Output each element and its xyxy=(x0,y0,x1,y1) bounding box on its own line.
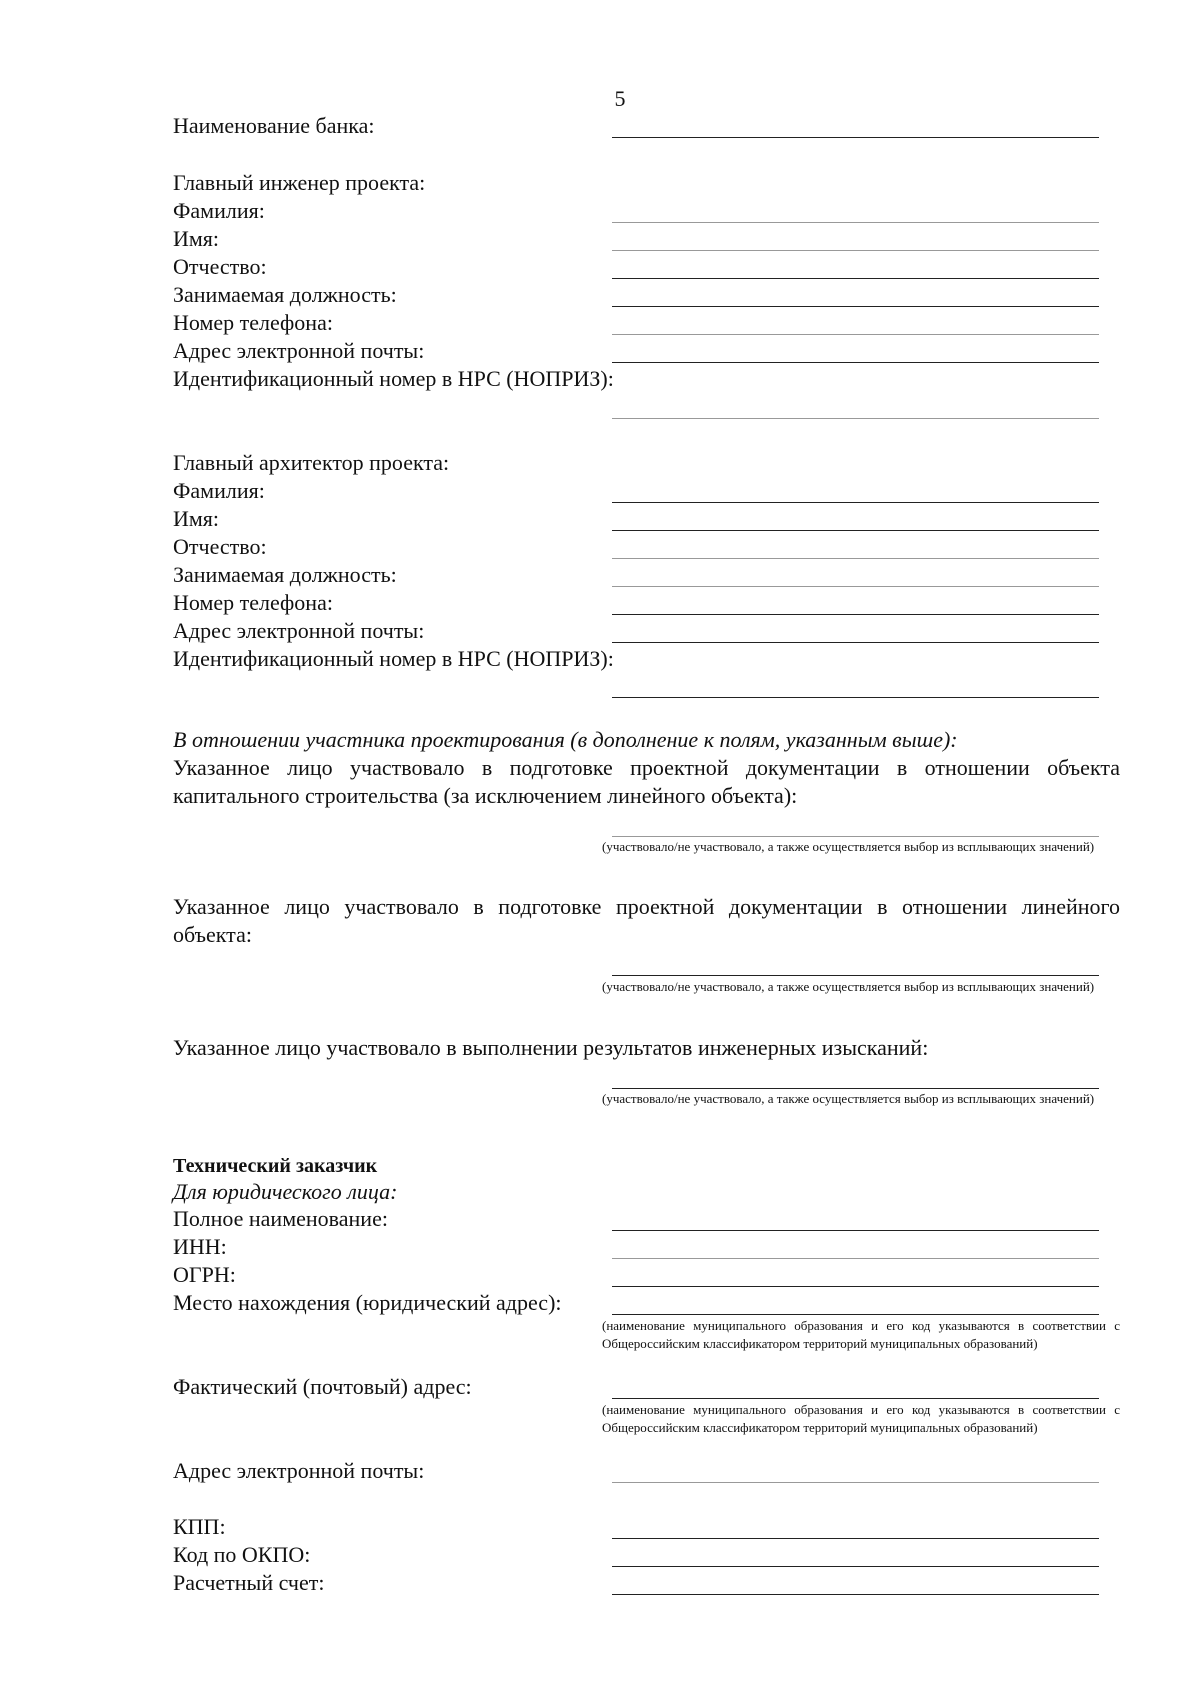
chief-architect-heading: Главный архитектор проекта: xyxy=(173,450,450,475)
architect-email-field[interactable] xyxy=(612,642,1099,643)
engineer-first-name-label: Имя: xyxy=(173,226,220,251)
actual-address-hint: (наименование муниципального образования и его код указываются в соответствии с Общероссийским классификатором территорий муниципальных образований) xyxy=(602,1402,1120,1435)
okpo-field[interactable] xyxy=(612,1566,1099,1567)
kpp-label: КПП: xyxy=(173,1514,226,1539)
architect-last-name-field[interactable] xyxy=(612,502,1099,503)
engineer-last-name-label: Фамилия: xyxy=(173,198,265,223)
tech-customer-subheading: Для юридического лица: xyxy=(173,1179,398,1204)
engineer-patronymic-label: Отчество: xyxy=(173,254,267,279)
okpo-label: Код по ОКПО: xyxy=(173,1542,311,1567)
kpp-field[interactable] xyxy=(612,1538,1099,1539)
participant-q2-text: Указанное лицо участвовало в подготовке проектной документации в отношении линейного объекта: xyxy=(173,894,1120,947)
engineer-position-label: Занимаемая должность: xyxy=(173,282,397,307)
engineer-first-name-field[interactable] xyxy=(612,250,1099,251)
participant-q3-text: Указанное лицо участвовало в выполнении результатов инженерных изысканий: xyxy=(173,1035,929,1060)
architect-nrs-id-field[interactable] xyxy=(612,697,1099,698)
engineer-email-label: Адрес электронной почты: xyxy=(173,338,425,363)
participant-q3-hint: (участвовало/не участвовало, а также осуществляется выбор из всплывающих значений) xyxy=(602,1091,1095,1106)
participant-q1-field[interactable] xyxy=(612,836,1099,837)
participant-q1-hint: (участвовало/не участвовало, а также осуществляется выбор из всплывающих значений) xyxy=(602,839,1095,854)
architect-phone-label: Номер телефона: xyxy=(173,590,333,615)
architect-position-field[interactable] xyxy=(612,586,1099,587)
participant-q1-text: Указанное лицо участвовало в подготовке проектной документации в отношении объекта капитального строительства (за исключением линейного объекта): xyxy=(173,755,1120,808)
participant-intro: В отношении участника проектирования (в дополнение к полям, указанным выше): xyxy=(173,727,958,752)
actual-address-field[interactable] xyxy=(612,1398,1099,1399)
architect-last-name-label: Фамилия: xyxy=(173,478,265,503)
legal-address-field[interactable] xyxy=(612,1314,1099,1315)
full-name-field[interactable] xyxy=(612,1230,1099,1231)
customer-email-label: Адрес электронной почты: xyxy=(173,1458,425,1483)
account-label: Расчетный счет: xyxy=(173,1570,325,1595)
page-number: 5 xyxy=(614,86,626,111)
architect-nrs-id-label: Идентификационный номер в НРС (НОПРИЗ): xyxy=(173,646,614,671)
legal-address-label: Место нахождения (юридический адрес): xyxy=(173,1290,562,1315)
ogrn-label: ОГРН: xyxy=(173,1262,236,1287)
ogrn-field[interactable] xyxy=(612,1286,1099,1287)
architect-email-label: Адрес электронной почты: xyxy=(173,618,425,643)
engineer-nrs-id-label: Идентификационный номер в НРС (НОПРИЗ): xyxy=(173,366,614,391)
inn-label: ИНН: xyxy=(173,1234,227,1259)
engineer-position-field[interactable] xyxy=(612,306,1099,307)
actual-address-label: Фактический (почтовый) адрес: xyxy=(173,1374,472,1399)
participant-q2-hint: (участвовало/не участвовало, а также осуществляется выбор из всплывающих значений) xyxy=(602,979,1095,994)
architect-position-label: Занимаемая должность: xyxy=(173,562,397,587)
chief-engineer-heading: Главный инженер проекта: xyxy=(173,170,426,195)
engineer-phone-label: Номер телефона: xyxy=(173,310,333,335)
engineer-phone-field[interactable] xyxy=(612,334,1099,335)
full-name-label: Полное наименование: xyxy=(173,1206,388,1231)
tech-customer-heading: Технический заказчик xyxy=(173,1155,378,1177)
architect-patronymic-field[interactable] xyxy=(612,558,1099,559)
engineer-last-name-field[interactable] xyxy=(612,222,1099,223)
bank-name-field[interactable] xyxy=(612,137,1099,138)
customer-email-field[interactable] xyxy=(612,1482,1099,1483)
bank-name-label: Наименование банка: xyxy=(173,113,375,138)
architect-phone-field[interactable] xyxy=(612,614,1099,615)
architect-first-name-label: Имя: xyxy=(173,506,220,531)
engineer-patronymic-field[interactable] xyxy=(612,278,1099,279)
participant-q2-field[interactable] xyxy=(612,975,1099,976)
inn-field[interactable] xyxy=(612,1258,1099,1259)
participant-q3-field[interactable] xyxy=(612,1088,1099,1089)
engineer-email-field[interactable] xyxy=(612,362,1099,363)
architect-first-name-field[interactable] xyxy=(612,530,1099,531)
account-field[interactable] xyxy=(612,1594,1099,1595)
engineer-nrs-id-field[interactable] xyxy=(612,418,1099,419)
architect-patronymic-label: Отчество: xyxy=(173,534,267,559)
legal-address-hint: (наименование муниципального образования и его код указываются в соответствии с Общероссийским классификатором территорий муниципальных образований) xyxy=(602,1318,1120,1351)
